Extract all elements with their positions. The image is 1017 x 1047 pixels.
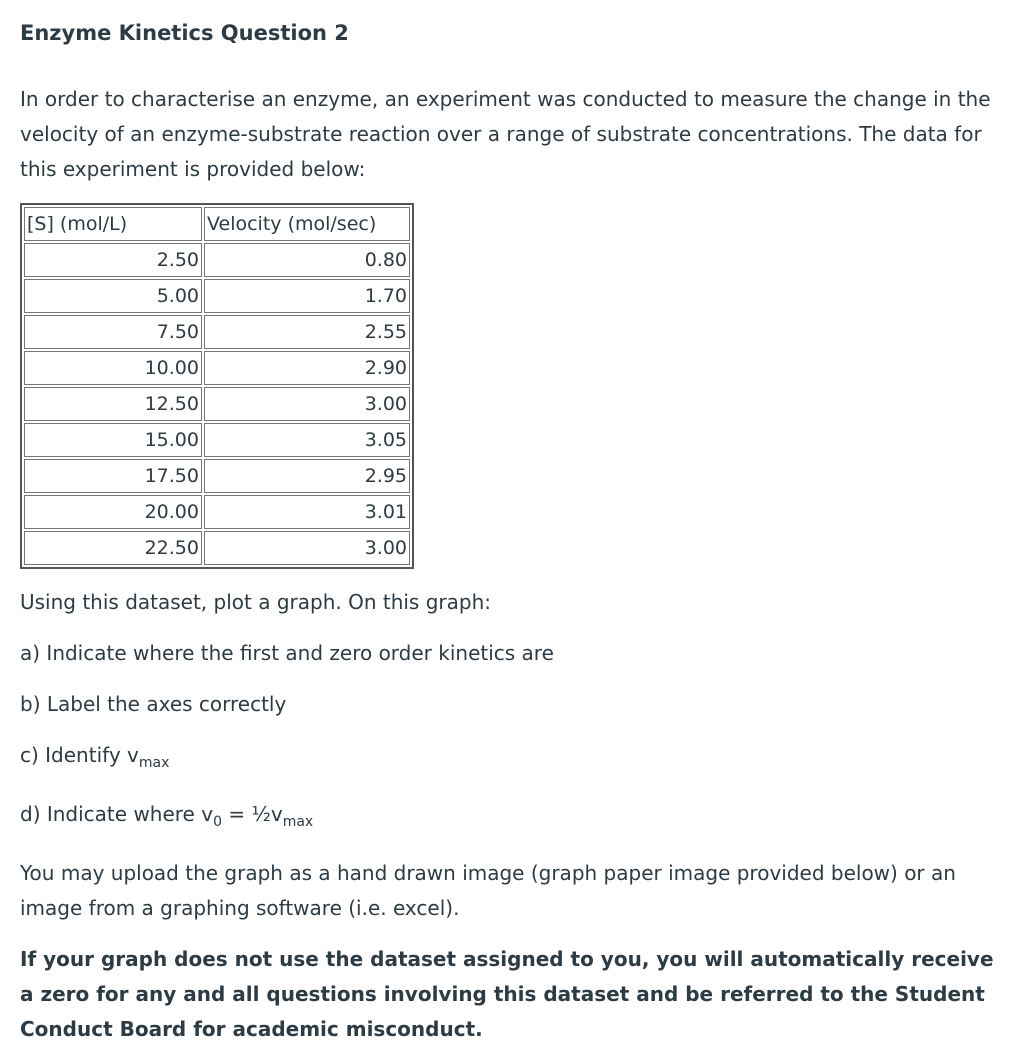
question-title: Enzyme Kinetics Question 2 bbox=[20, 21, 349, 45]
instruction-c bbox=[20, 738, 997, 781]
cell-substrate: 5.00 bbox=[24, 279, 202, 313]
table-row bbox=[24, 423, 410, 457]
table-row bbox=[24, 531, 410, 565]
misconduct-warning: If your graph does not use the dataset assigned to you, you will automatically receive a zero for any and all questions involving this dataset and be referred to the Student Conduct Board for academic misconduct. bbox=[20, 947, 994, 1041]
table-row bbox=[24, 315, 410, 349]
intro-paragraph: In order to characterise an enzyme, an experiment was conducted to measure the change in the velocity of an enzyme-substrate reaction over a range of substrate concentrations. The data for this experiment is provided below: bbox=[20, 87, 991, 181]
header-velocity: Velocity (mol/sec) bbox=[204, 207, 410, 241]
instruction-d bbox=[20, 797, 997, 840]
table-row bbox=[24, 279, 410, 313]
vmax-subscript: max bbox=[282, 814, 314, 830]
vmax-subscript: max bbox=[138, 755, 170, 771]
instruction-c-text: c) Identify v bbox=[20, 743, 139, 767]
cell-velocity: 3.05 bbox=[204, 423, 410, 457]
cell-substrate: 2.50 bbox=[24, 243, 202, 277]
instruction-d-mid: = ½v bbox=[221, 802, 283, 826]
table-row bbox=[24, 459, 410, 493]
table-row bbox=[24, 351, 410, 385]
table-row bbox=[24, 387, 410, 421]
cell-velocity: 2.55 bbox=[204, 315, 410, 349]
table-header-row bbox=[24, 207, 410, 241]
cell-substrate: 15.00 bbox=[24, 423, 202, 457]
table-row bbox=[24, 243, 410, 277]
v0-subscript: 0 bbox=[213, 814, 222, 830]
cell-substrate: 7.50 bbox=[24, 315, 202, 349]
data-table bbox=[20, 203, 414, 569]
instructions-lead: Using this dataset, plot a graph. On this graph: bbox=[20, 590, 491, 614]
instruction-b: b) Label the axes correctly bbox=[20, 692, 287, 716]
header-substrate: [S] (mol/L) bbox=[24, 207, 202, 241]
cell-substrate: 20.00 bbox=[24, 495, 202, 529]
cell-velocity: 2.95 bbox=[204, 459, 410, 493]
cell-substrate: 10.00 bbox=[24, 351, 202, 385]
instruction-a: a) Indicate where the first and zero order kinetics are bbox=[20, 641, 554, 665]
upload-note: You may upload the graph as a hand drawn image (graph paper image provided below) or an image from a graphing software (i.e. excel). bbox=[20, 861, 956, 920]
cell-velocity: 1.70 bbox=[204, 279, 410, 313]
instruction-d-text: d) Indicate where v bbox=[20, 802, 214, 826]
cell-velocity: 2.90 bbox=[204, 351, 410, 385]
cell-velocity: 3.00 bbox=[204, 387, 410, 421]
cell-velocity: 3.01 bbox=[204, 495, 410, 529]
cell-velocity: 0.80 bbox=[204, 243, 410, 277]
table-row bbox=[24, 495, 410, 529]
cell-substrate: 12.50 bbox=[24, 387, 202, 421]
cell-substrate: 22.50 bbox=[24, 531, 202, 565]
cell-velocity: 3.00 bbox=[204, 531, 410, 565]
cell-substrate: 17.50 bbox=[24, 459, 202, 493]
